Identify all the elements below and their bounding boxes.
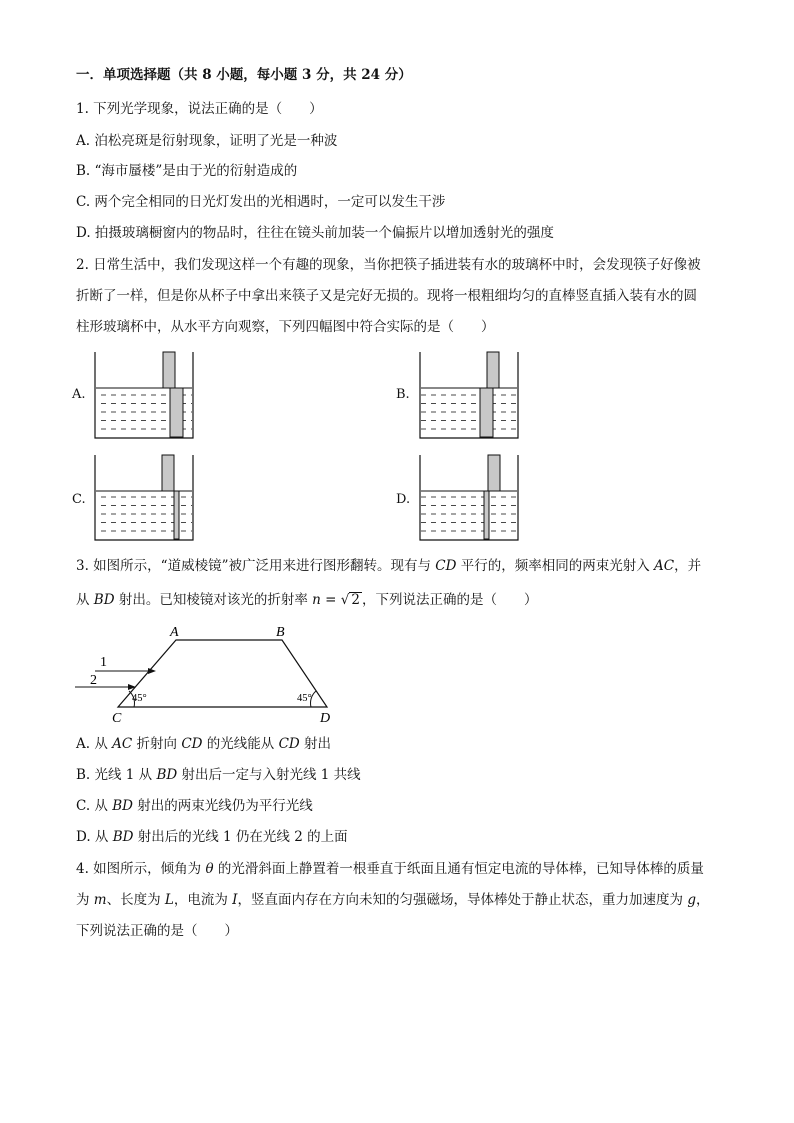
vertex-c-label: C (112, 711, 122, 726)
q3-option-c[interactable]: C. 从 BD 射出的两束光线仍为平行光线 (76, 798, 313, 814)
q2-stem-line3: 柱形玻璃杯中，从水平方向观察，下列四幅图中符合实际的是（ ） (76, 319, 495, 335)
section-title: 一．单项选择题（共 8 小题，每小题 3 分，共 24 分） (76, 67, 412, 83)
q1-option-b[interactable]: B. “海市蜃楼”是由于光的衍射造成的 (76, 163, 298, 179)
q4-stem-line1: 4. 如图所示，倾角为 θ 的光滑斜面上静置着一根垂直于纸面且通有恒定电流的导体棒，已知导体棒的质量 (76, 861, 704, 877)
ray-2-label: 2 (90, 673, 97, 688)
q2-option-a-label[interactable]: A. (72, 387, 86, 402)
ray-1-label: 1 (100, 655, 107, 670)
q3-stem-line1: 3. 如图所示，“道威棱镜”被广泛用来进行图形翻转。现有与 CD 平行的，频率相同的两束光射入 AC，并 (76, 558, 702, 574)
q1-option-c[interactable]: C. 两个完全相同的日光灯发出的光相遇时，一定可以发生干涉 (76, 194, 446, 210)
q3-option-d[interactable]: D. 从 BD 射出后的光线 1 仍在光线 2 的上面 (76, 829, 348, 845)
vertex-d-label: D (320, 711, 331, 726)
angle-right-label: 45° (297, 693, 312, 704)
q2-figure-c[interactable] (95, 455, 193, 540)
q1-option-a[interactable]: A. 泊松亮斑是衍射现象，证明了光是一种波 (76, 133, 338, 149)
q2-option-b-label[interactable]: B. (396, 387, 410, 402)
q2-stem-line1: 2. 日常生活中，我们发现这样一个有趣的现象，当你把筷子插进装有水的玻璃杯中时，会发现筷子好像被 (76, 257, 701, 273)
q1-stem: 1. 下列光学现象，说法正确的是（ ） (76, 101, 323, 117)
q2-stem-line2: 折断了一样，但是你从杯子中拿出来筷子又是完好无损的。现将一根粗细均匀的直棒竖直插入装有水的圆 (76, 288, 697, 304)
q2-figure-d[interactable] (420, 455, 518, 540)
q3-option-b[interactable]: B. 光线 1 从 BD 射出后一定与入射光线 1 共线 (76, 767, 361, 783)
q2-option-c-label[interactable]: C. (72, 492, 86, 507)
q2-option-d-label[interactable]: D. (396, 492, 411, 507)
q2-figure-a[interactable] (95, 352, 193, 438)
q3-option-a[interactable]: A. 从 AC 折射向 CD 的光线能从 CD 射出 (76, 736, 332, 752)
vertex-a-label: A (170, 625, 179, 640)
q1-option-d[interactable]: D. 拍摄玻璃橱窗内的物品时，往往在镜头前加装一个偏振片以增加透射光的强度 (76, 225, 554, 241)
q3-stem-line2: 从 BD 射出。已知棱镜对该光的折射率 n = √ 2 ，下列说法正确的是（ ） (76, 592, 538, 608)
q4-stem-line2: 为 m、长度为 L，电流为 I，竖直面内存在方向未知的匀强磁场，导体棒处于静止状态，重力加速度为 g， (76, 892, 710, 908)
q4-stem-line3: 下列说法正确的是（ ） (76, 923, 238, 939)
vertex-b-label: B (276, 625, 285, 640)
angle-left-label: 45° (132, 693, 147, 704)
q2-figure-b[interactable] (420, 352, 518, 438)
